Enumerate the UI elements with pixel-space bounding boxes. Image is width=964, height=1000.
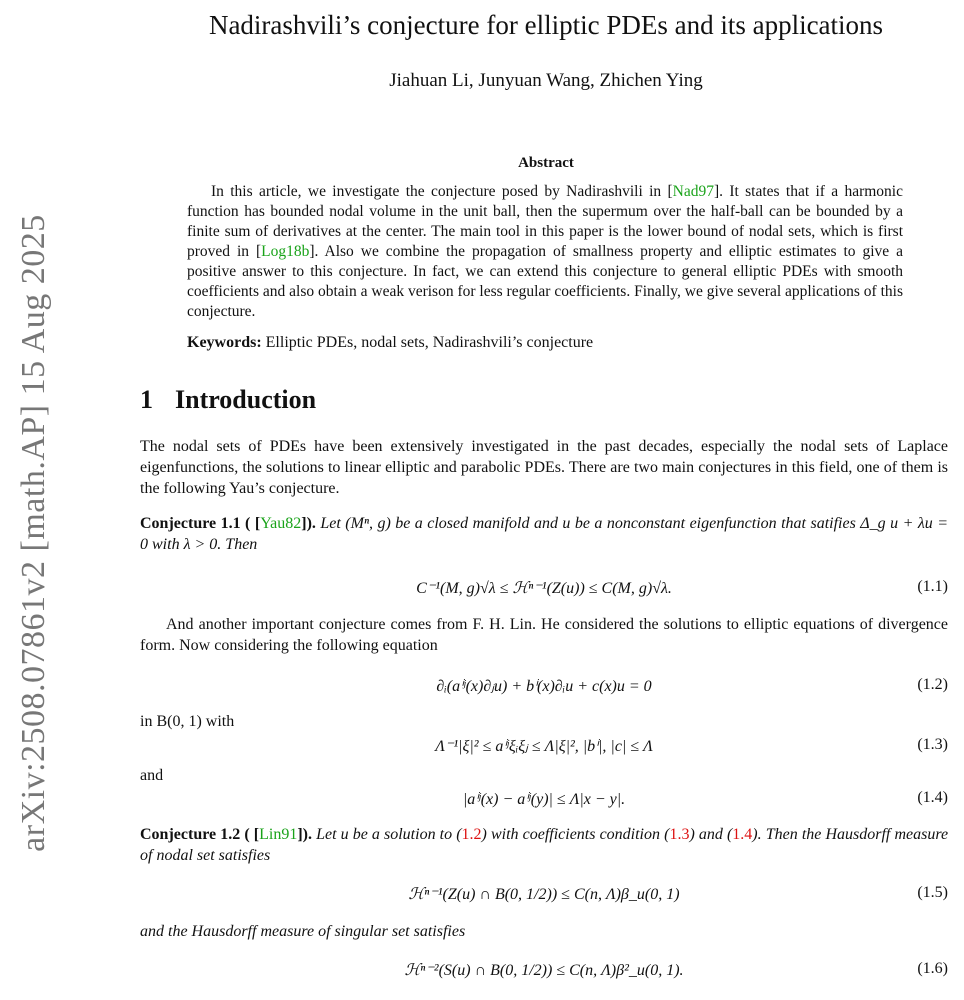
equation-1-2: [140, 676, 948, 698]
paper-title: Nadirashvili’s conjecture for elliptic PDEs and its applications: [208, 10, 884, 40]
arxiv-id-text: arXiv:2508.07861v2 [math.AP] 15 Aug 2025: [15, 213, 52, 852]
citation-link-nad97[interactable]: Nad97: [672, 183, 714, 200]
keywords-line: [187, 334, 903, 352]
abstract-text-2: ]. It states that if a harmonic function has bounded nodal volume in the unit ball, then the supermum over the half-ball can be bounded by a finite sum of derivatives at the center. The main tool in this paper is the lower bound of nodal sets, which is first proved in [: [187, 183, 903, 260]
conjecture-1-2: Conjecture 1.2 ( [Lin91]). Let u be a solution to (1.2) with coefficients condition (1.3) and (1.4). Then the Hausdorff measure of nodal set satisfies: [140, 826, 949, 864]
abstract-text-1: In this article, we investigate the conjecture posed by Nadirashvili in [: [211, 183, 673, 200]
equation-1-4-tag: (1.4): [917, 789, 948, 806]
citation-link-log18b[interactable]: Log18b: [261, 243, 310, 260]
in-ball-text: in B(0, 1) with: [140, 713, 235, 730]
equation-ref-1-2[interactable]: 1.2: [461, 826, 482, 843]
conjecture-1-2-text-a: Let u be a solution to (: [316, 826, 462, 843]
paper-authors: Jiahuan Li, Junyuan Wang, Zhichen Ying: [389, 70, 703, 91]
conjecture-1-2-text-d: ). Then the Hausdorff measure of nodal set satisfies: [140, 826, 949, 864]
and-text: and: [140, 767, 164, 784]
lin-paragraph: And another important conjecture comes from F. H. Lin. He considered the solutions to elliptic equations of divergence form. Now considering the following equation: [140, 616, 948, 654]
abstract-heading: Abstract: [518, 155, 574, 171]
equation-1-1-body: C⁻¹(M, g)√λ ≤ ℋⁿ⁻¹(Z(u)) ≤ C(M, g)√λ.: [416, 580, 672, 597]
equation-ref-1-4[interactable]: 1.4: [732, 826, 753, 843]
equation-1-4: [140, 789, 948, 811]
section-heading: [140, 385, 316, 415]
abstract-body: [187, 182, 903, 322]
equation-1-1-tag: (1.1): [917, 578, 948, 595]
conjecture-1-2-text-c: ) and (: [689, 826, 733, 843]
intro-paragraph: The nodal sets of PDEs have been extensively investigated in the past decades, especially the nodal sets of Laplace eigenfunctions, the solutions to linear elliptic and parabolic PDEs. There are two main conjectures in this field, one of them is the following Yau’s conjecture.: [140, 438, 948, 497]
singular-set-text: and the Hausdorff measure of singular set satisfies: [140, 923, 466, 940]
abstract-text-3: ]. Also we combine the propagation of smallness property and elliptic estimates to give a positive answer to this conjecture. In fact, we can extend this conjecture to general elliptic PDEs with smooth coefficients and also obtain a weak verison for less regular coefficients. Finally, we give several applications of this conjecture.: [187, 243, 904, 320]
conjecture-1-2-text-b: ) with coefficients condition (: [481, 826, 670, 843]
equation-1-3: [140, 736, 948, 758]
conjecture-1-1-text: Let (Mⁿ, g) be a closed manifold and u be a nonconstant eigenfunction that satifies Δ_g u + λu = 0 with λ > 0. Then: [140, 515, 949, 553]
equation-1-2-tag: (1.2): [917, 676, 948, 693]
equation-1-5-body: ℋⁿ⁻¹(Z(u) ∩ B(0, 1/2)) ≤ C(n, Λ)β_u(0, 1): [408, 886, 680, 903]
equation-1-6: [140, 960, 948, 982]
equation-ref-1-3[interactable]: 1.3: [669, 826, 690, 843]
section-number: 1: [140, 385, 153, 414]
arxiv-sidebar-stamp: [14, 190, 54, 875]
conjecture-1-1-label: Conjecture 1.1: [140, 515, 241, 532]
equation-1-6-tag: (1.6): [917, 960, 948, 977]
keywords-label: Keywords:: [187, 334, 262, 351]
section-title: Introduction: [175, 385, 317, 414]
conjecture-1-1: Conjecture 1.1 ( [Yau82]). Let (Mⁿ, g) be a closed manifold and u be a nonconstant eigenfunction that satifies Δ_g u + λu = 0 with λ > 0. Then: [140, 515, 949, 553]
equation-1-3-body: Λ⁻¹|ξ|² ≤ aⁱʲξᵢξⱼ ≤ Λ|ξ|², |bⁱ|, |c| ≤ Λ: [435, 738, 653, 755]
equation-1-5-tag: (1.5): [917, 884, 948, 901]
equation-1-6-body: ℋⁿ⁻²(S(u) ∩ B(0, 1/2)) ≤ C(n, Λ)β²_u(0, 1).: [404, 962, 684, 979]
equation-1-5: [140, 884, 948, 906]
equation-1-1: [140, 578, 948, 600]
equation-1-2-body: ∂ᵢ(aⁱʲ(x)∂ⱼu) + bⁱ(x)∂ᵢu + c(x)u = 0: [436, 678, 652, 695]
equation-1-3-tag: (1.3): [917, 736, 948, 753]
citation-link-yau82[interactable]: Yau82: [260, 515, 302, 532]
equation-1-4-body: |aⁱʲ(x) − aⁱʲ(y)| ≤ Λ|x − y|.: [462, 791, 626, 808]
conjecture-1-2-label: Conjecture 1.2: [140, 826, 241, 843]
citation-link-lin91[interactable]: Lin91: [259, 826, 298, 843]
keywords-text: Elliptic PDEs, nodal sets, Nadirashvili’s conjecture: [265, 334, 594, 351]
